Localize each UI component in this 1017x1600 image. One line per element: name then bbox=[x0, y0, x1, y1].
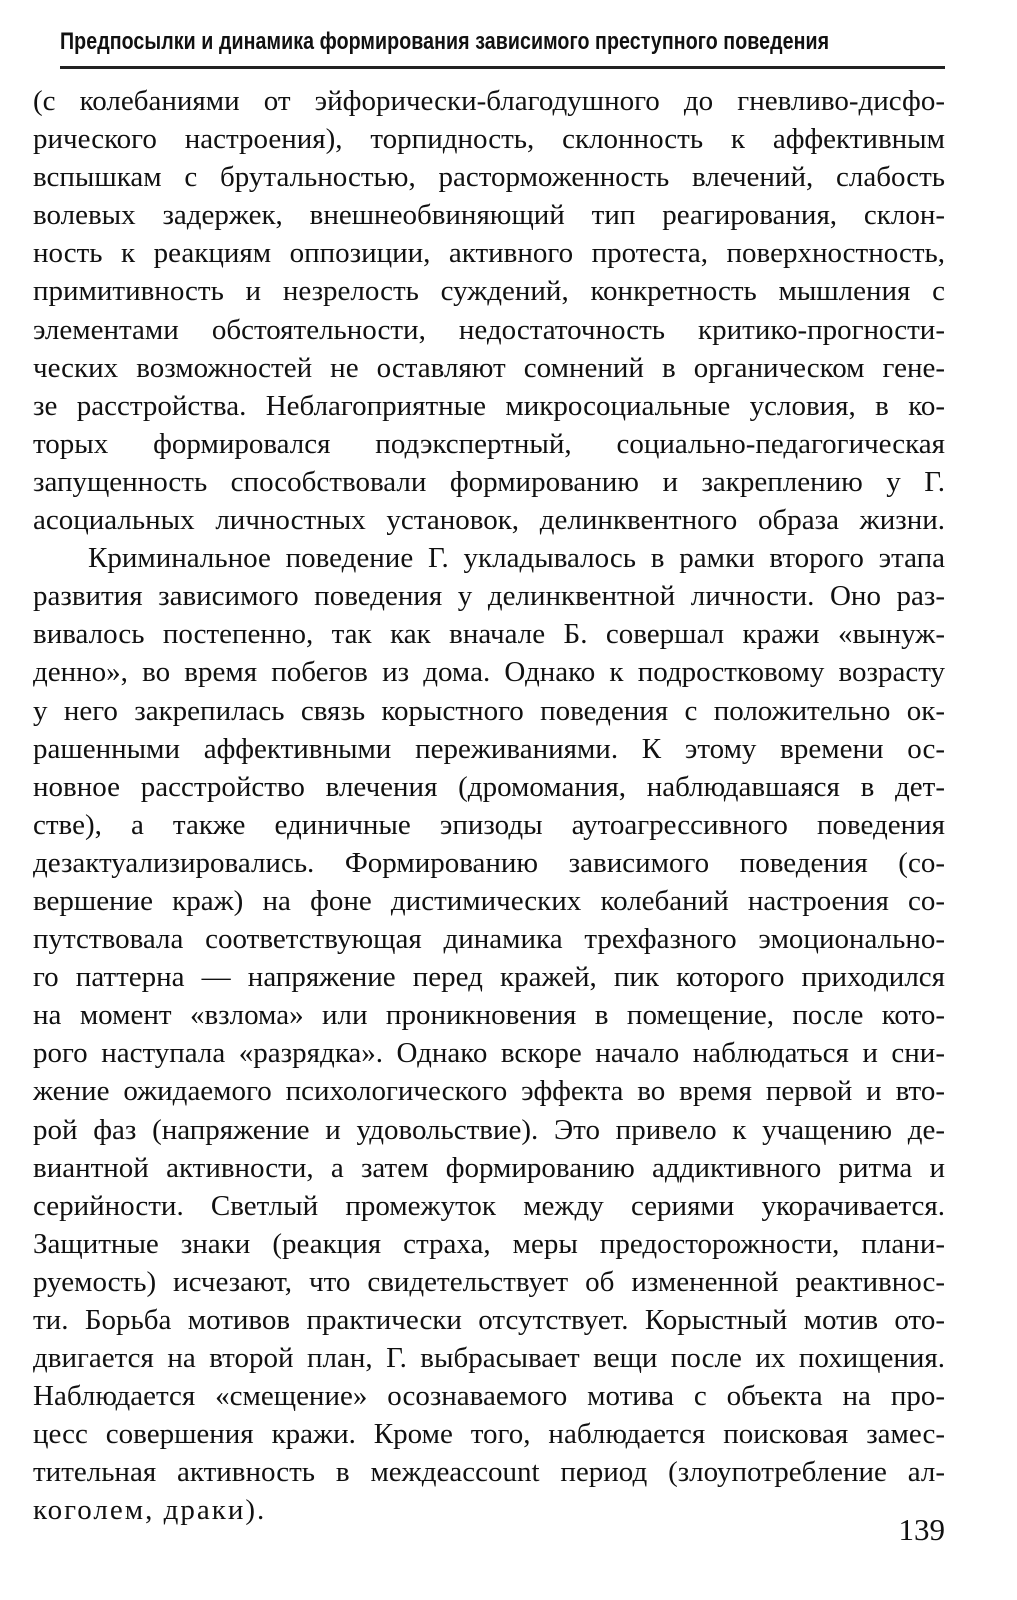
text-line: путствовала соответствующая динамика трехфазного эмоционально- bbox=[33, 923, 945, 956]
paragraph-2 bbox=[33, 539, 945, 1529]
text-line: рашенными аффективными переживаниями. К этому времени ос- bbox=[33, 732, 945, 765]
text-line: (с колебаниями от эйфорически-благодушного до гневливо-дисфо- bbox=[33, 85, 945, 117]
text-line: вершение краж) на фоне дистимических колебаний настроения со- bbox=[33, 884, 945, 917]
text-line: Защитные знаки (реакция страха, меры предосторожности, плани- bbox=[33, 1227, 945, 1260]
body-text bbox=[33, 82, 945, 1530]
text-line: запущенность способствовали формированию и закреплению у Г. bbox=[33, 465, 945, 498]
text-line: вивалось постепенно, так как вначале Б. совершал кражи «вынуж- bbox=[33, 618, 945, 651]
text-line: примитивность и незрелость суждений, конкретность мышления с bbox=[33, 275, 945, 308]
text-line: Криминальное поведение Г. укладывалось в рамки второго этапа bbox=[88, 542, 945, 575]
text-line: зе расстройства. Неблагоприятные микросоциальные условия, в ко- bbox=[33, 389, 945, 422]
text-line: Наблюдается «смещение» осознаваемого мотива с объекта на про- bbox=[33, 1380, 945, 1413]
running-title: Предпосылки и динамика формирования зависимого преступного поведения bbox=[60, 28, 830, 55]
text-line: асоциальных личностных установок, делинквентного образа жизни. bbox=[33, 504, 945, 537]
text-line: вспышкам с брутальностью, расторможенность влечений, слабость bbox=[33, 161, 945, 194]
text-line: рического настроения), торпидность, склонность к аффективным bbox=[33, 123, 945, 156]
text-line: волевых задержек, внешнеобвиняющий тип реагирования, склон- bbox=[33, 199, 945, 232]
text-line: цесс совершения кражи. Кроме того, наблюдается поисковая замес- bbox=[33, 1418, 945, 1451]
page-number: 139 bbox=[898, 1512, 945, 1547]
text-line: серийности. Светлый промежуток между сериями укорачивается. bbox=[33, 1189, 945, 1222]
text-line: двигается на второй план, Г. выбрасывает вещи после их похищения. bbox=[33, 1342, 945, 1375]
text-line: ность к реакциям оппозиции, активного протеста, поверхностность, bbox=[33, 237, 945, 270]
text-line: ческих возможностей не оставляют сомнений в органическом гене- bbox=[33, 351, 945, 384]
text-line: жение ожидаемого психологического эффекта во время первой и вто- bbox=[33, 1075, 945, 1108]
running-header bbox=[60, 22, 945, 69]
text-line: развития зависимого поведения у делинквентной личности. Оно раз- bbox=[33, 580, 945, 613]
text-line: рой фаз (напряжение и удовольствие). Это привело к учащению де- bbox=[33, 1113, 945, 1146]
text-line: рого наступала «разрядка». Однако вскоре начало наблюдаться и сни- bbox=[33, 1037, 945, 1070]
text-line: стве), а также единичные эпизоды аутоагрессивного поведения bbox=[33, 808, 945, 841]
text-line: торых формировался подэкспертный, социально-педагогическая bbox=[33, 427, 945, 460]
text-line: новное расстройство влечения (дромомания, наблюдавшаяся в дет- bbox=[33, 770, 945, 803]
text-line: го паттерна — напряжение перед кражей, пик которого приходился bbox=[33, 961, 945, 994]
text-line: у него закрепилась связь корыстного поведения с положительно ок- bbox=[33, 694, 945, 727]
text-line: тительная активность в междеaccount период (злоупотребление ал- bbox=[33, 1456, 945, 1489]
paragraph-1 bbox=[33, 82, 945, 539]
text-line: денно», во время побегов из дома. Однако к подростковому возрасту bbox=[33, 656, 945, 689]
text-line: дезактуализировались. Формированию зависимого поведения (со- bbox=[33, 846, 945, 879]
text-line: коголем, драки). bbox=[33, 1494, 267, 1527]
text-line: ти. Борьба мотивов практически отсутствует. Корыстный мотив ото- bbox=[33, 1304, 945, 1336]
text-line: руемость) исчезают, что свидетельствует об измененной реактивнос- bbox=[33, 1265, 945, 1298]
text-line: элементами обстоятельности, недостаточность критико-прогности- bbox=[33, 313, 945, 346]
text-line: виантной активности, а затем формированию аддиктивного ритма и bbox=[33, 1151, 945, 1184]
text-line: на момент «взлома» или проникновения в помещение, после кото- bbox=[33, 999, 945, 1032]
